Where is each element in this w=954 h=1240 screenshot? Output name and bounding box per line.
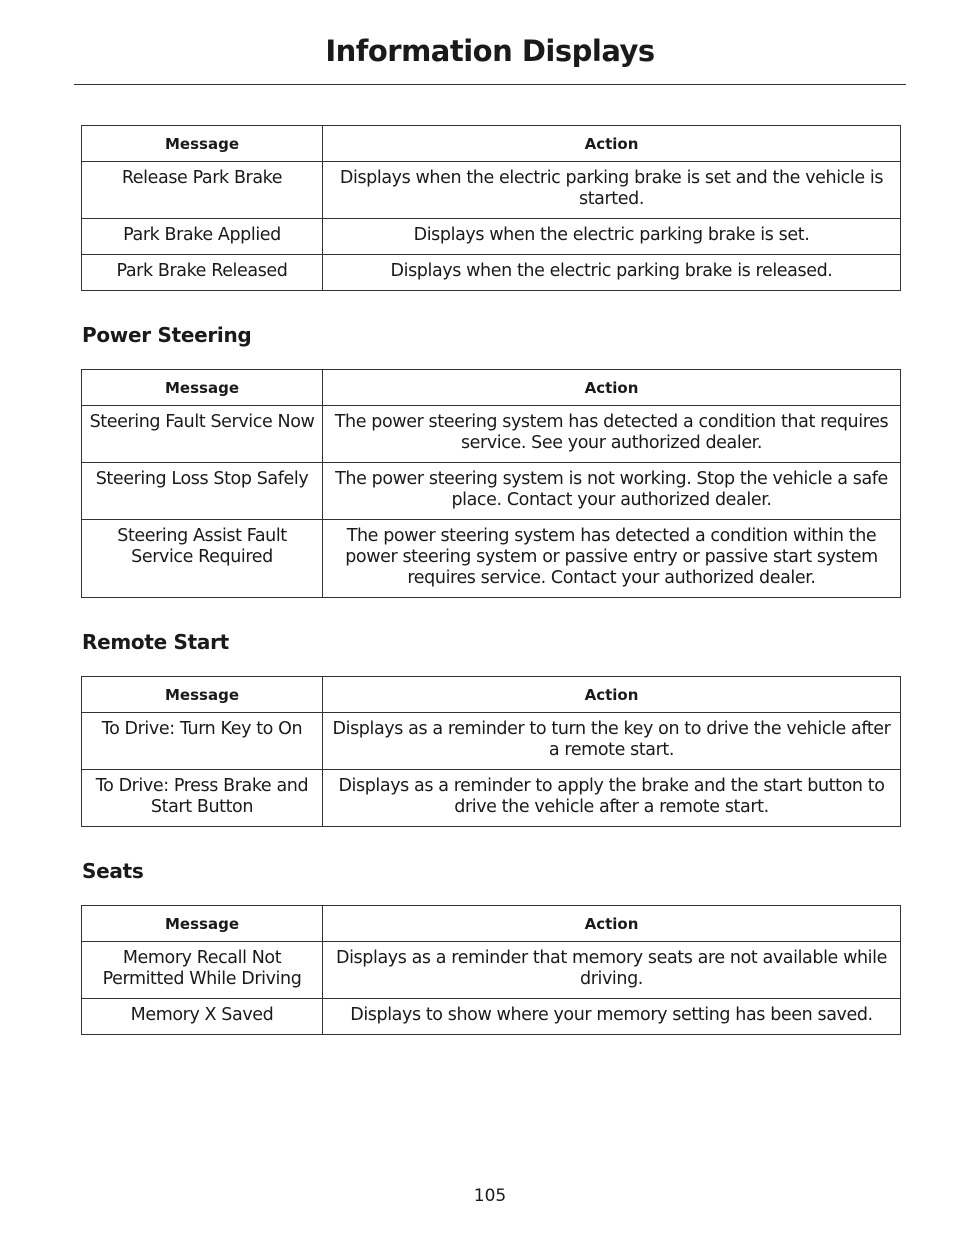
table-header-row bbox=[82, 677, 901, 713]
table-row bbox=[82, 463, 901, 520]
message-cell: Steering Loss Stop Safely bbox=[82, 463, 323, 520]
page-title: Information Displays bbox=[325, 34, 655, 68]
table-row bbox=[82, 770, 901, 827]
column-header-message: Message bbox=[82, 126, 323, 162]
table-header-row bbox=[82, 126, 901, 162]
action-cell: Displays as a reminder to apply the brake and the start button to drive the vehicle after a remote start. bbox=[323, 770, 901, 827]
message-cell: To Drive: Turn Key to On bbox=[82, 713, 323, 770]
section-heading-seats: Seats bbox=[82, 859, 144, 883]
table-row bbox=[82, 406, 901, 463]
action-cell: Displays as a reminder to turn the key on to drive the vehicle after a remote start. bbox=[323, 713, 901, 770]
action-cell: The power steering system is not working. Stop the vehicle a safe place. Contact your authorized dealer. bbox=[323, 463, 901, 520]
table-header-row bbox=[82, 906, 901, 942]
message-cell: Release Park Brake bbox=[82, 162, 323, 219]
table-header-row bbox=[82, 370, 901, 406]
action-cell: Displays when the electric parking brake is set and the vehicle is started. bbox=[323, 162, 901, 219]
message-cell: Steering Fault Service Now bbox=[82, 406, 323, 463]
column-header-message: Message bbox=[82, 906, 323, 942]
table-row bbox=[82, 942, 901, 999]
table-row bbox=[82, 219, 901, 255]
message-cell: Memory Recall Not Permitted While Driving bbox=[82, 942, 323, 999]
message-cell: Steering Assist Fault Service Required bbox=[82, 520, 323, 598]
section-heading-power-steering: Power Steering bbox=[82, 323, 252, 347]
remote-start-table bbox=[81, 676, 901, 827]
table-row bbox=[82, 255, 901, 291]
table-row bbox=[82, 520, 901, 598]
action-cell: Displays when the electric parking brake is set. bbox=[323, 219, 901, 255]
message-cell: To Drive: Press Brake and Start Button bbox=[82, 770, 323, 827]
action-cell: The power steering system has detected a condition within the power steering system or passive entry or passive start system requires service. Contact your authorized dealer. bbox=[323, 520, 901, 598]
column-header-message: Message bbox=[82, 370, 323, 406]
power-steering-table bbox=[81, 369, 901, 598]
column-header-action: Action bbox=[323, 906, 901, 942]
action-cell: The power steering system has detected a condition that requires service. See your authorized dealer. bbox=[323, 406, 901, 463]
column-header-action: Action bbox=[323, 126, 901, 162]
action-cell: Displays as a reminder that memory seats are not available while driving. bbox=[323, 942, 901, 999]
title-divider bbox=[74, 84, 906, 85]
message-cell: Park Brake Applied bbox=[82, 219, 323, 255]
section-heading-remote-start: Remote Start bbox=[82, 630, 229, 654]
action-cell: Displays to show where your memory setting has been saved. bbox=[323, 999, 901, 1035]
seats-table bbox=[81, 905, 901, 1035]
park-brake-table bbox=[81, 125, 901, 291]
table-row bbox=[82, 999, 901, 1035]
column-header-message: Message bbox=[82, 677, 323, 713]
message-cell: Park Brake Released bbox=[82, 255, 323, 291]
action-cell: Displays when the electric parking brake is released. bbox=[323, 255, 901, 291]
table-row bbox=[82, 162, 901, 219]
table-row bbox=[82, 713, 901, 770]
column-header-action: Action bbox=[323, 370, 901, 406]
page-number: 105 bbox=[473, 1186, 507, 1206]
column-header-action: Action bbox=[323, 677, 901, 713]
message-cell: Memory X Saved bbox=[82, 999, 323, 1035]
